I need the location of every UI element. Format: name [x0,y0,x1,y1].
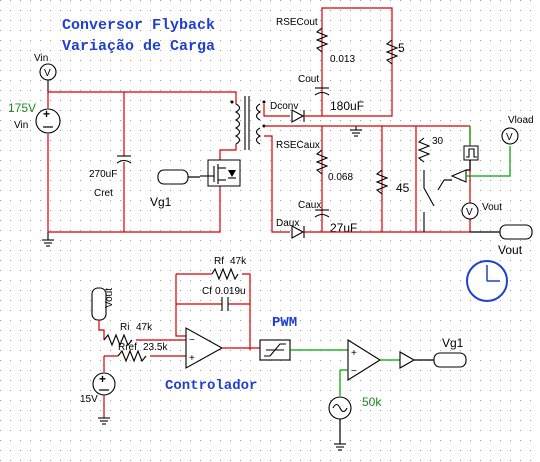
title-line-2: Variação de Carga [62,38,216,55]
vref-value: 15V [80,394,98,405]
vout-meter-symbol: V [466,207,473,218]
vload-meter-symbol: V [506,132,513,143]
vout-output-label: Vout [498,243,523,257]
load-main-value: 5 [398,41,405,55]
esr-main-value: 0.013 [330,54,356,65]
rref-value: 23.5k [143,342,168,353]
rref-name: Rref [118,342,137,353]
svg-text:+: + [43,107,51,121]
pwm-limiter[interactable] [260,340,290,360]
diode-dconv-label: Dconv [270,101,299,112]
vout-feedback-label: Vout [104,287,115,308]
vload-meter[interactable] [502,128,518,144]
svg-text:+: + [189,353,195,364]
svg-text:−: − [351,366,357,377]
esr-aux-name: RSECaux [276,140,320,151]
diode-daux-label: Daux [276,218,300,229]
cout-value: 180uF [330,99,365,113]
gate-label: Vg1 [150,195,172,209]
ri-value: 47k [136,322,153,333]
vload-label: Vload [508,115,534,126]
rf-value: 47k [230,256,247,267]
clock-icon[interactable] [467,261,507,301]
carrier-frequency: 50k [362,395,382,409]
svg-text:+: + [99,372,107,386]
cf-name: Cf [202,286,212,297]
svg-text:+: + [351,348,357,359]
title-line-1: Conversor Flyback [62,17,216,34]
vout-meter[interactable] [462,203,478,219]
caux-value: 27uF [330,221,358,235]
input-cap-value: 270uF [89,169,118,180]
vin-meter-symbol: V [44,68,51,79]
vin-meter-label: Vin [34,53,49,64]
esr-aux-value: 0.068 [328,172,354,183]
gate-output-label: Vg1 [442,336,464,350]
cout-name: Cout [298,74,320,85]
ri-name: Ri [120,322,130,333]
load-aux-30-value: 30 [432,136,444,147]
rf-name: Rf [214,256,224,267]
cf-value: 0.019u [215,286,246,297]
esr-main-name: RSECout [276,17,318,28]
svg-text:−: − [189,335,195,346]
input-cap-name: Cret [94,188,113,199]
source-voltage: 175V [8,101,37,115]
vout-meter-label: Vout [482,202,503,213]
controller-label: Controlador [165,378,258,394]
caux-name: Caux [298,200,322,211]
source-name: Vin [14,120,29,131]
gate-output-box[interactable] [434,353,466,367]
load-aux-45-value: 45 [396,181,410,195]
pwm-label: PWM [272,315,298,331]
